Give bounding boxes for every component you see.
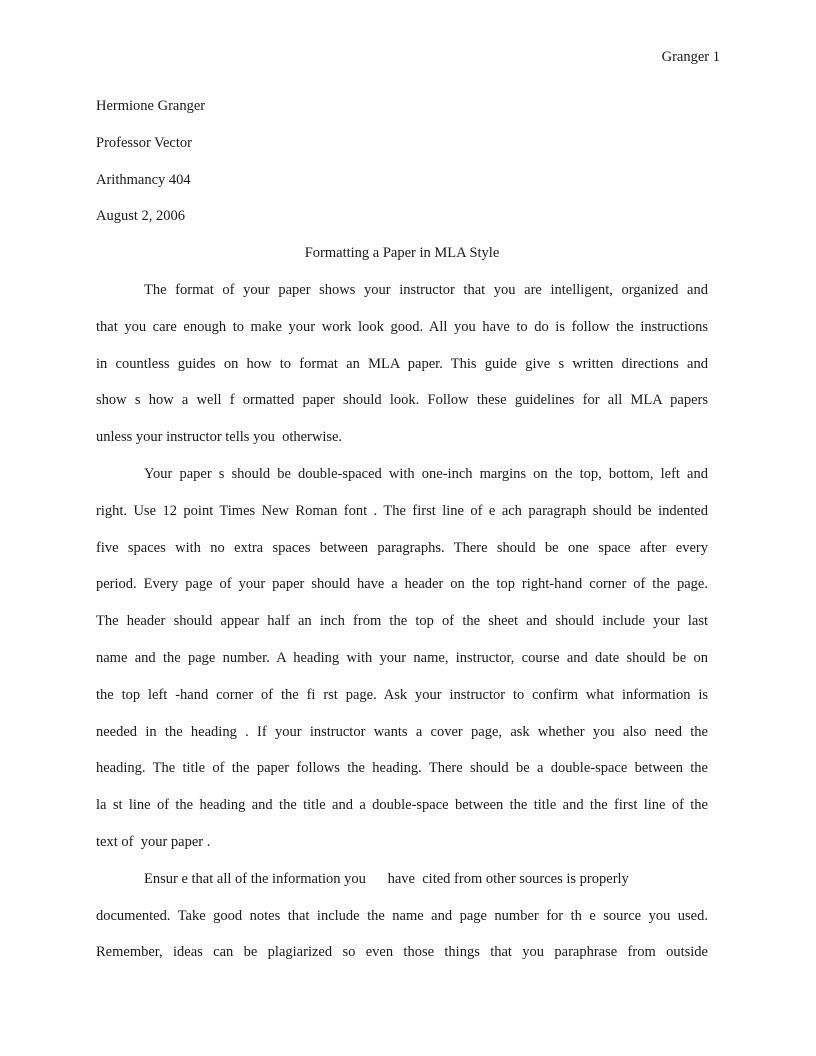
paragraph-line: Remember, ideas can be plagiarized so even those things that you paraphrase from outside bbox=[96, 944, 708, 961]
paragraph-3 bbox=[96, 869, 708, 979]
paragraph-line: The format of your paper shows your instructor that you are intelligent, organized and bbox=[144, 281, 708, 298]
paragraph-line: heading. The title of the paper follows the heading. There should be a double-space between the bbox=[96, 760, 708, 777]
paragraph-1 bbox=[96, 280, 708, 464]
paragraph-line: la st line of the heading and the title and a double-space between the title and the first line of the bbox=[96, 797, 708, 814]
paragraph-2 bbox=[96, 464, 708, 869]
paragraph-line: that you care enough to make your work look good. All you have to do is follow the instructions bbox=[96, 318, 708, 335]
paragraph-line: Ensur e that all of the information you have cited from other sources is properly bbox=[144, 870, 629, 887]
running-header: Granger 1 bbox=[661, 49, 720, 65]
paragraph-line: five spaces with no extra spaces between paragraphs. There should be one space after every bbox=[96, 539, 708, 556]
document-body bbox=[96, 96, 708, 979]
paragraph-line: name and the page number. A heading with your name, instructor, course and date should be on bbox=[96, 649, 708, 666]
paragraph-line: The header should appear half an inch from the top of the sheet and should include your last bbox=[96, 613, 708, 630]
course-name: Arithmancy 404 bbox=[96, 171, 191, 188]
paragraph-line: Your paper s should be double-spaced with one-inch margins on the top, bottom, left and bbox=[144, 465, 708, 482]
paragraph-line: in countless guides on how to format an MLA paper. This guide give s written directions and bbox=[96, 355, 708, 372]
professor-name: Professor Vector bbox=[96, 134, 192, 151]
paragraph-line: show s how a well f ormatted paper should look. Follow these guidelines for all MLA papers bbox=[96, 392, 708, 409]
paragraph-line: period. Every page of your paper should have a header on the top right-hand corner of the page. bbox=[96, 576, 708, 593]
paragraph-line: right. Use 12 point Times New Roman font . The first line of e ach paragraph should be indented bbox=[96, 502, 708, 519]
paragraph-line: unless your instructor tells you otherwise. bbox=[96, 429, 343, 446]
student-name: Hermione Granger bbox=[96, 98, 206, 114]
paragraph-line: text of your paper . bbox=[96, 833, 211, 850]
paragraph-line: documented. Take good notes that include the name and page number for th e source you used. bbox=[96, 907, 708, 924]
paragraph-line: needed in the heading . If your instructor wants a cover page, ask whether you also need the bbox=[96, 723, 708, 740]
paragraph-line: the top left -hand corner of the fi rst page. Ask your instructor to confirm what information is bbox=[96, 686, 708, 703]
paper-title: Formatting a Paper in MLA Style bbox=[304, 245, 500, 262]
date-line: August 2, 2006 bbox=[96, 208, 186, 225]
